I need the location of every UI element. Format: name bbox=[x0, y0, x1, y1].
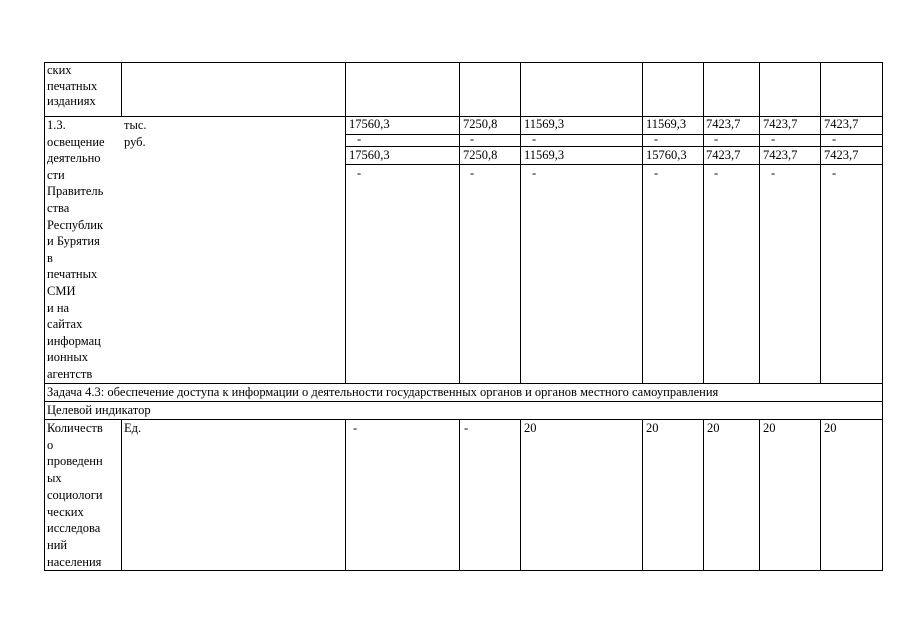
value-cell: 20 bbox=[707, 421, 720, 435]
value-cell: - bbox=[771, 166, 776, 180]
col-border bbox=[121, 62, 122, 117]
name-line: ческих bbox=[47, 504, 84, 519]
name-line: сти bbox=[47, 167, 65, 182]
col-border bbox=[459, 62, 460, 384]
value-cell: - bbox=[654, 166, 659, 180]
value-cell: 20 bbox=[646, 421, 659, 435]
item-1-3-unit bbox=[124, 117, 147, 151]
name-line: о bbox=[47, 437, 54, 452]
value-cell: - bbox=[470, 166, 475, 180]
value-cell: 11569,3 bbox=[524, 148, 565, 162]
col-border bbox=[642, 62, 643, 384]
value-cell: 20 bbox=[763, 421, 776, 435]
col-border bbox=[759, 419, 760, 571]
subrow-border bbox=[345, 146, 883, 147]
row-border bbox=[44, 383, 883, 384]
surveys-unit: Ед. bbox=[124, 421, 142, 435]
name-line: сайтах bbox=[47, 317, 83, 332]
col-border bbox=[703, 62, 704, 384]
value-cell: 7423,7 bbox=[763, 148, 798, 162]
surveys-name bbox=[47, 420, 103, 570]
value-cell: - bbox=[464, 421, 469, 435]
col-border bbox=[642, 419, 643, 571]
name-line: агентств bbox=[47, 366, 93, 381]
value-cell: 17560,3 bbox=[349, 148, 390, 162]
prev-item-name bbox=[47, 63, 97, 110]
subrow-border bbox=[345, 134, 883, 135]
table-bottom-border bbox=[44, 570, 883, 571]
col-border bbox=[459, 419, 460, 571]
name-line: освещение bbox=[47, 134, 105, 149]
col-border bbox=[703, 419, 704, 571]
col-border bbox=[520, 419, 521, 571]
name-line: Количеств bbox=[47, 421, 103, 435]
value-cell: 11569,3 bbox=[524, 117, 565, 131]
col-border bbox=[820, 62, 821, 384]
value-cell: 7423,7 bbox=[824, 117, 859, 131]
col-border bbox=[345, 62, 346, 384]
name-line: и Бурятия bbox=[47, 234, 100, 249]
name-line: 1.3. bbox=[47, 118, 66, 132]
name-line: ых bbox=[47, 471, 62, 486]
subrow-border bbox=[345, 164, 883, 165]
col-border bbox=[520, 62, 521, 384]
task-heading: Задача 4.3: обеспечение доступа к информации о деятельности государственных органов и органов местного самоуправления bbox=[47, 385, 719, 399]
value-cell: - bbox=[654, 132, 659, 146]
name-line: изданиях bbox=[47, 94, 96, 109]
name-line: проведенн bbox=[47, 454, 103, 469]
value-cell: - bbox=[353, 421, 358, 435]
col-border bbox=[759, 62, 760, 384]
name-line: ства bbox=[47, 200, 70, 215]
col-border bbox=[820, 419, 821, 571]
value-cell: - bbox=[832, 166, 837, 180]
col-border bbox=[345, 419, 346, 571]
value-cell: - bbox=[532, 132, 537, 146]
name-line: информац bbox=[47, 333, 101, 348]
value-cell: - bbox=[714, 166, 719, 180]
value-cell: 20 bbox=[524, 421, 537, 435]
name-line: населения bbox=[47, 554, 102, 569]
value-cell: 20 bbox=[824, 421, 837, 435]
name-line: исследова bbox=[47, 521, 101, 536]
target-indicator-label: Целевой индикатор bbox=[47, 403, 151, 417]
table-right-border bbox=[882, 62, 883, 571]
value-cell: - bbox=[832, 132, 837, 146]
name-line: СМИ bbox=[47, 283, 76, 298]
value-cell: - bbox=[470, 132, 475, 146]
name-line: ний bbox=[47, 537, 68, 552]
value-cell: 17560,3 bbox=[349, 117, 390, 131]
value-cell: 15760,3 bbox=[646, 148, 687, 162]
unit-line: тыс. bbox=[124, 118, 147, 132]
value-cell: 7250,8 bbox=[463, 117, 498, 131]
name-line: Республик bbox=[47, 217, 104, 232]
table-top-border bbox=[44, 62, 883, 63]
name-line: Правитель bbox=[47, 184, 104, 199]
value-cell: 7423,7 bbox=[706, 148, 741, 162]
value-cell: - bbox=[357, 166, 362, 180]
row-border bbox=[44, 419, 883, 420]
value-cell: - bbox=[357, 132, 362, 146]
name-line: социологи bbox=[47, 487, 103, 502]
name-line: деятельно bbox=[47, 151, 101, 166]
name-line: печатных bbox=[47, 78, 98, 93]
value-cell: - bbox=[771, 132, 776, 146]
name-line: ских bbox=[47, 63, 72, 77]
value-cell: 7423,7 bbox=[824, 148, 859, 162]
name-line: ионных bbox=[47, 350, 88, 365]
name-line: и на bbox=[47, 300, 70, 315]
value-cell: 7423,7 bbox=[706, 117, 741, 131]
value-cell: 7423,7 bbox=[763, 117, 798, 131]
value-cell: 11569,3 bbox=[646, 117, 687, 131]
unit-line: руб. bbox=[124, 135, 146, 149]
table-left-border bbox=[44, 62, 45, 571]
name-line: печатных bbox=[47, 267, 98, 282]
value-cell: 7250,8 bbox=[463, 148, 498, 162]
value-cell: - bbox=[714, 132, 719, 146]
item-1-3-name bbox=[47, 117, 105, 383]
row-border bbox=[44, 401, 883, 402]
value-cell: - bbox=[532, 166, 537, 180]
name-line: в bbox=[47, 250, 53, 265]
col-border bbox=[121, 419, 122, 571]
